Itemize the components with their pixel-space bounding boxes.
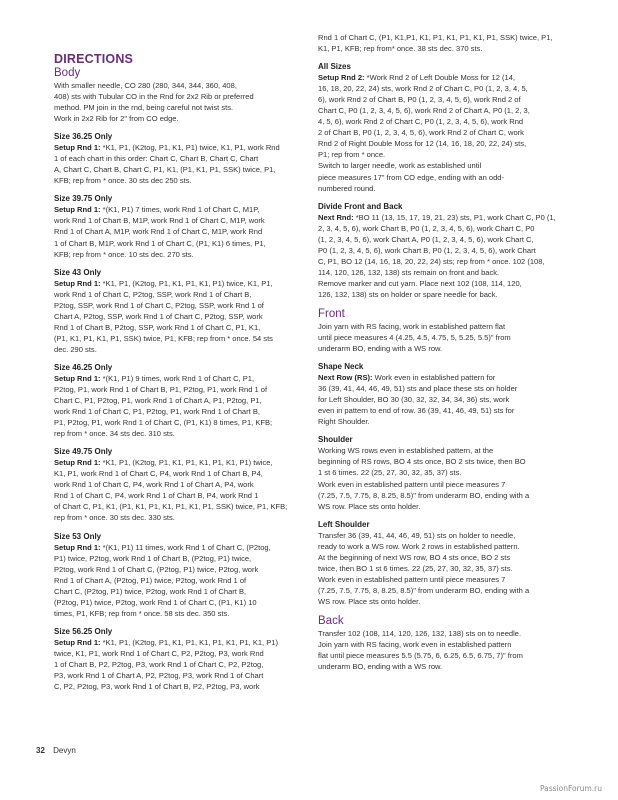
back-text	[318, 628, 572, 672]
left-shoulder-line: WS row. Place sts onto holder.	[318, 596, 421, 606]
body-heading: Body	[54, 67, 81, 79]
divide-after-line: 126, 132, 138) sts on holder or spare needle for back.	[318, 289, 498, 299]
back-heading: Back	[318, 614, 344, 627]
setup-rnd-line: KFB; rep from * once. 10 sts dec. 270 sts.	[54, 249, 194, 259]
setup-rnd-line: P2tog, P1, work Rnd 1 of Chart B, P1, P2tog, P1, work Rnd 1 of	[54, 384, 268, 394]
shape-neck-line: even in pattern to end of row. 36 (39, 41, 46, 49, 51) sts for	[318, 406, 515, 416]
size-heading: Size 53 Only	[54, 531, 102, 541]
divide-next-rnd-line: Next Rnd: *BO 11 (13, 15, 17, 19, 21, 23) sts, P1, work Chart C, P0 (1,	[318, 212, 556, 222]
size-instructions	[54, 542, 306, 619]
divide-text	[318, 212, 572, 300]
shoulder-text	[318, 445, 572, 511]
shoulder-line: WS row. Place sts onto holder.	[318, 501, 421, 511]
shoulder-heading: Shoulder	[318, 435, 353, 445]
setup-rnd-line: Rnd 1 of Chart A, M1P, work Rnd 1 of Chart C, M1P, work Rnd	[54, 227, 263, 237]
setup-rnd-line: work Rnd 1 of Chart B, M1P, work Rnd 1 of Chart C, M1P, work	[54, 216, 265, 226]
back-line: Join yarn with RS facing, work even in established pattern	[318, 640, 512, 650]
setup-rnd-line: Setup Rnd 1: *K1, P1, (K2tog, P1, K1, P1, K1, P1, K1, P1) twice,	[54, 458, 273, 468]
body-intro	[54, 80, 306, 124]
divide-heading: Divide Front and Back	[318, 201, 403, 211]
back-line: underarm BO, ending with a WS row.	[318, 662, 443, 672]
size-heading: Size 43 Only	[54, 267, 102, 277]
shape-neck-line: Next Row (RS): Work even in established pattern for	[318, 373, 496, 383]
size-heading: Size 46.25 Only	[54, 362, 113, 372]
size-instructions	[54, 204, 306, 259]
setup-rnd-line: P1) twice, P2tog, work Rnd 1 of Chart B, (P2tog, P1) twice,	[54, 553, 252, 563]
divide-next-rnd-line: (1, 2, 3, 4, 5, 6), work Chart A, P0 (1, 2, 3, 4, 5, 6), work Chart C,	[318, 234, 534, 244]
setup-rnd-label: Setup Rnd 1:	[54, 373, 101, 383]
all-sizes-heading: All Sizes	[318, 62, 351, 72]
setup-rnd-line: Setup Rnd 1: *(K1, P1) 7 times, work Rnd 1 of Chart C, M1P,	[54, 205, 260, 215]
left-column	[54, 50, 306, 692]
setup-rnd-line: A, Chart C, Chart B, Chart C, P1, K1, (P1, K1, P1, SSK) twice, P1,	[54, 165, 276, 175]
right-column	[318, 32, 572, 672]
setup-rnd-line: 1 of each chart in this order: Chart C, Chart B, Chart C, Chart	[54, 154, 259, 164]
setup-rnd-line: Setup Rnd 1: *(K1, P1) 9 times, work Rnd 1 of Chart C, P1,	[54, 373, 255, 383]
setup-rnd-line: Rnd 1 of Chart C, P4, work Rnd 1 of Chart B, P4, work Rnd 1	[54, 491, 259, 501]
left-shoulder-line: Transfer 36 (39, 41, 44, 46, 49, 51) sts on holder to needle,	[318, 530, 516, 540]
all-sizes-after-line: piece measures 17" from CO edge, ending with an odd-	[318, 172, 505, 182]
shoulder-line: 1 st 6 times. 22 (25, 27, 30, 32, 35, 37) sts.	[318, 468, 462, 478]
left-shoulder-line: At the beginning of next WS row, BO 4 sts once, BO 2 sts	[318, 552, 511, 562]
directions-heading: DIRECTIONS	[54, 52, 134, 66]
continued-line: Rnd 1 of Chart C, (P1, K1,P1, K1, P1, K1, P1, K1, P1, SSK) twice, P1,	[318, 33, 553, 42]
divide-next-rnd-label: Next Rnd:	[318, 212, 354, 222]
setup-rnd-label: Setup Rnd 1:	[54, 143, 101, 153]
left-shoulder-line: twice, then BO 1 st 6 times. 22 (25, 27, 30, 32, 35, 37) sts.	[318, 563, 513, 573]
divide-next-rnd-line: 2, 3, 4, 5, 6), work Chart B, P0 (1, 2, 3, 4, 5, 6), work Chart C, P0	[318, 223, 535, 233]
shape-neck-label: Next Row (RS):	[318, 373, 373, 383]
setup-rnd-2-line: P1; rep from * once.	[318, 150, 386, 160]
setup-rnd-line: Chart C, P1, P2tog, P1, work Rnd 1 of Chart A, P1, P2tog, P1,	[54, 396, 262, 406]
all-sizes-after-line: numbered round.	[318, 183, 376, 193]
setup-rnd-line: (P2tog, P1) twice, P2tog, work Rnd 1 of Chart C, (P1, K1) 10	[54, 597, 257, 607]
setup-rnd-line: 1 of Chart B, M1P, work Rnd 1 of Chart C, (P1, K1) 6 times, P1,	[54, 238, 266, 248]
setup-rnd-line: Setup Rnd 1: *(K1, P1) 11 times, work Rnd 1 of Chart C, (P2tog,	[54, 542, 271, 552]
setup-rnd-line: Setup Rnd 1: *K1, P1, (K2tog, P1, K1, P1, K1, P1) twice, K1, P1,	[54, 278, 273, 288]
setup-rnd-line: Rnd 1 of Chart A, (P2tog, P1) twice, P2tog, work Rnd 1 of	[54, 575, 247, 585]
setup-rnd-line: P2tog, work Rnd 1 of Chart C, (P2tog, P1) twice, P2tog, work	[54, 564, 259, 574]
body-intro-line: 408) sts with Tubular CO in the Rnd for 2x2 Rib or preferred	[54, 92, 254, 102]
left-shoulder-line: ready to work a WS row. Work 2 rows in established pattern.	[318, 541, 520, 551]
setup-rnd-line: KFB; rep from * once. 30 sts dec 250 sts.	[54, 176, 192, 186]
size-heading: Size 56.25 Only	[54, 626, 113, 636]
shoulder-line: Work even in established pattern until piece measures 7	[318, 479, 506, 489]
divide-after-line: Remove marker and cut yarn. Place next 102 (108, 114, 120,	[318, 278, 522, 288]
setup-rnd-line: P2tog, SSP, work Rnd 1 of Chart C, P2tog, SSP, work Rnd 1 of	[54, 300, 264, 310]
setup-rnd-2-line: Rnd 2 of Right Double Moss for 12 (14, 16, 18, 20, 22, 24) sts,	[318, 139, 527, 149]
front-heading: Front	[318, 307, 345, 320]
left-shoulder-heading: Left Shoulder	[318, 519, 370, 529]
shoulder-line: (7.25, 7.5, 7.75, 8, 8.25, 8.5)" from underarm BO, ending with a	[318, 490, 530, 500]
shoulder-line: beginning of RS rows, BO 4 sts once, BO 2 sts twice, then BO	[318, 457, 526, 467]
shape-neck-line: Right Shoulder.	[318, 417, 370, 427]
setup-rnd-line: Chart A, P2tog, SSP, work Rnd 1 of Chart C, P2tog, SSP, work	[54, 311, 263, 321]
setup-rnd-line: work Rnd 1 of Chart C, P4, work Rnd 1 of Chart A, P4, work	[54, 480, 254, 490]
size-sections	[54, 124, 306, 692]
setup-rnd-2-line: 2 of Chart B, P0 (1, 2, 3, 4, 5, 6), work Rnd 2 of Chart C, work	[318, 128, 524, 138]
shape-neck-line: for Left Shoulder, BO 30 (30, 32, 32, 34, 34, 36) sts, work	[318, 395, 510, 405]
setup-rnd-line: work Rnd 1 of Chart C, P1, P2tog, P1, work Rnd 1 of Chart B,	[54, 407, 260, 417]
size-heading: Size 36.25 Only	[54, 132, 113, 142]
setup-rnd-line: (P1, K1, P1, K1, P1, SSK) twice, P1, KFB; rep from * once. 54 sts	[54, 333, 273, 343]
setup-rnd-2-line: Setup Rnd 2: *Work Rnd 2 of Left Double Moss for 12 (14,	[318, 73, 515, 83]
watermark: PassionForum.ru	[539, 784, 602, 793]
shoulder-line: Working WS rows even in established pattern, at the	[318, 446, 494, 456]
size-instructions	[54, 457, 306, 523]
back-line: Transfer 102 (108, 114, 120, 126, 132, 138) sts on to needle.	[318, 628, 522, 638]
pattern-name: Devyn	[53, 746, 76, 755]
setup-rnd-label: Setup Rnd 1:	[54, 542, 101, 552]
setup-rnd-line: K1, P1, work Rnd 1 of Chart C, P4, work Rnd 1 of Chart B, P4,	[54, 469, 263, 479]
setup-rnd-line: dec. 290 sts.	[54, 344, 97, 354]
setup-rnd-label: Setup Rnd 1:	[54, 458, 101, 468]
setup-rnd-line: Rnd 1 of Chart B, P2tog, SSP, work Rnd 1 of Chart C, P1, K1,	[54, 322, 261, 332]
size-instructions	[54, 637, 306, 692]
body-intro-line: With smaller needle, CO 280 (280, 344, 344, 360, 408,	[54, 81, 237, 90]
continued-line: K1, P1, KFB; rep from* once. 38 sts dec. 370 sts.	[318, 44, 483, 54]
setup-rnd-2-line: 6), work Rnd 2 of Chart B, P0 (1, 2, 3, 4, 5, 6), work Rnd 2 of	[318, 95, 521, 105]
front-line: until piece measures 4 (4.25, 4.5, 4.75, 5, 5.25, 5.5)" from	[318, 333, 511, 343]
back-line: flat until piece measures 5.5 (5.75, 6, 6.25, 6.5, 6.75, 7)" from	[318, 651, 523, 661]
setup-rnd-line: rep from * once. 30 sts dec. 330 sts.	[54, 513, 175, 523]
divide-next-rnd-line: C, P1, BO 12 (14, 16, 18, 20, 22, 24) sts; rep from * once. 102 (108,	[318, 256, 545, 266]
setup-rnd-line: Setup Rnd 1: *K1, P1, (K2tog, P1, K1, P1) twice, K1, P1, work Rnd	[54, 143, 280, 153]
divide-next-rnd-line: P0 (1, 2, 3, 4, 5, 6), work Chart B, P0 (1, 2, 3, 4, 5, 6), work Chart	[318, 245, 536, 255]
body-intro-line: Work in 2x2 Rib for 2" from CO edge.	[54, 114, 179, 124]
setup-rnd-line: C, P2, P2tog, P3, work Rnd 1 of Chart B, P2, P2tog, P3, work	[54, 682, 260, 692]
setup-rnd-line: rep from * once. 34 sts dec. 310 sts.	[54, 429, 175, 439]
setup-rnd-line: 1 of Chart B, P2, P2tog, P3, work Rnd 1 of Chart C, P2, P2tog,	[54, 659, 264, 669]
page-footer	[36, 746, 76, 755]
setup-rnd-line: twice, K1, P1, work Rnd 1 of Chart C, P2, P2tog, P3, work Rnd	[54, 648, 264, 658]
setup-rnd-line: P3, work Rnd 1 of Chart A, P2, P2tog, P3, work Rnd 1 of Chart	[54, 670, 264, 680]
page-number: 32	[36, 746, 45, 755]
divide-next-rnd-line: 114, 120, 126, 132, 138) sts remain on front and back.	[318, 267, 500, 277]
setup-rnd-line: times, P1, KFB; rep from * once. 58 sts dec. 350 sts.	[54, 608, 230, 618]
left-shoulder-line: (7.25, 7.5, 7.75, 8, 8.25, 8.5)" from underarm BO, ending with a	[318, 585, 530, 595]
front-text	[318, 321, 572, 354]
setup-rnd-2-line: Chart C, P0 (1, 2, 3, 4, 5, 6), work Rnd 2 of Chart A, P0 (1, 2, 3,	[318, 106, 530, 116]
setup-rnd-line: Setup Rnd 1: *K1, P1, (K2tog, P1, K1, P1, K1, P1, K1, P1, K1, P1)	[54, 637, 278, 647]
setup-rnd-2-line: 4, 5, 6), work Rnd 2 of Chart C, P0 (1, 2, 3, 4, 5, 6), work Rnd	[318, 117, 524, 127]
front-line: underarm BO, ending with a WS row.	[318, 344, 443, 354]
shape-neck-line: 36 (39, 41, 44, 46, 49, 51) sts and place these sts on holder	[318, 384, 518, 394]
size-instructions	[54, 278, 306, 355]
setup-rnd-label: Setup Rnd 1:	[54, 637, 101, 647]
setup-rnd-label: Setup Rnd 1:	[54, 278, 101, 288]
front-line: Join yarn with RS facing, work in established pattern flat	[318, 321, 506, 331]
all-sizes-after-line: Switch to larger needle, work as established until	[318, 161, 482, 171]
setup-rnd-line: work Rnd 1 of Chart C, P2tog, SSP, work Rnd 1 of Chart B,	[54, 289, 252, 299]
all-sizes-text	[318, 72, 572, 194]
body-intro-line: method. PM join in the rnd, being careful not twist sts.	[54, 103, 234, 113]
shape-neck-text	[318, 372, 572, 427]
setup-rnd-line: of Chart C, P1, K1, (P1, K1, P1, K1, P1, K1, P1, SSK) twice, P1, KFB;	[54, 502, 288, 512]
size-heading: Size 49.75 Only	[54, 447, 113, 457]
shape-neck-heading: Shape Neck	[318, 362, 364, 372]
size-instructions	[54, 142, 306, 186]
setup-rnd-line: Chart C, (P2tog, P1) twice, P2tog, work Rnd 1 of Chart B,	[54, 586, 247, 596]
size-instructions	[54, 373, 306, 439]
left-shoulder-line: Work even in established pattern until piece measures 7	[318, 574, 506, 584]
size-heading: Size 39.75 Only	[54, 194, 113, 204]
setup-rnd-line: P1, P2tog, P1, work Rnd 1 of Chart C, (P1, K1) 8 times, P1, KFB;	[54, 418, 273, 428]
setup-rnd-2-label: Setup Rnd 2:	[318, 73, 365, 83]
setup-rnd-label: Setup Rnd 1:	[54, 205, 101, 215]
setup-rnd-2-line: 16, 18, 20, 22, 24) sts, work Rnd 2 of Chart C, P0 (1, 2, 3, 4, 5,	[318, 84, 528, 94]
left-shoulder-text	[318, 530, 572, 607]
